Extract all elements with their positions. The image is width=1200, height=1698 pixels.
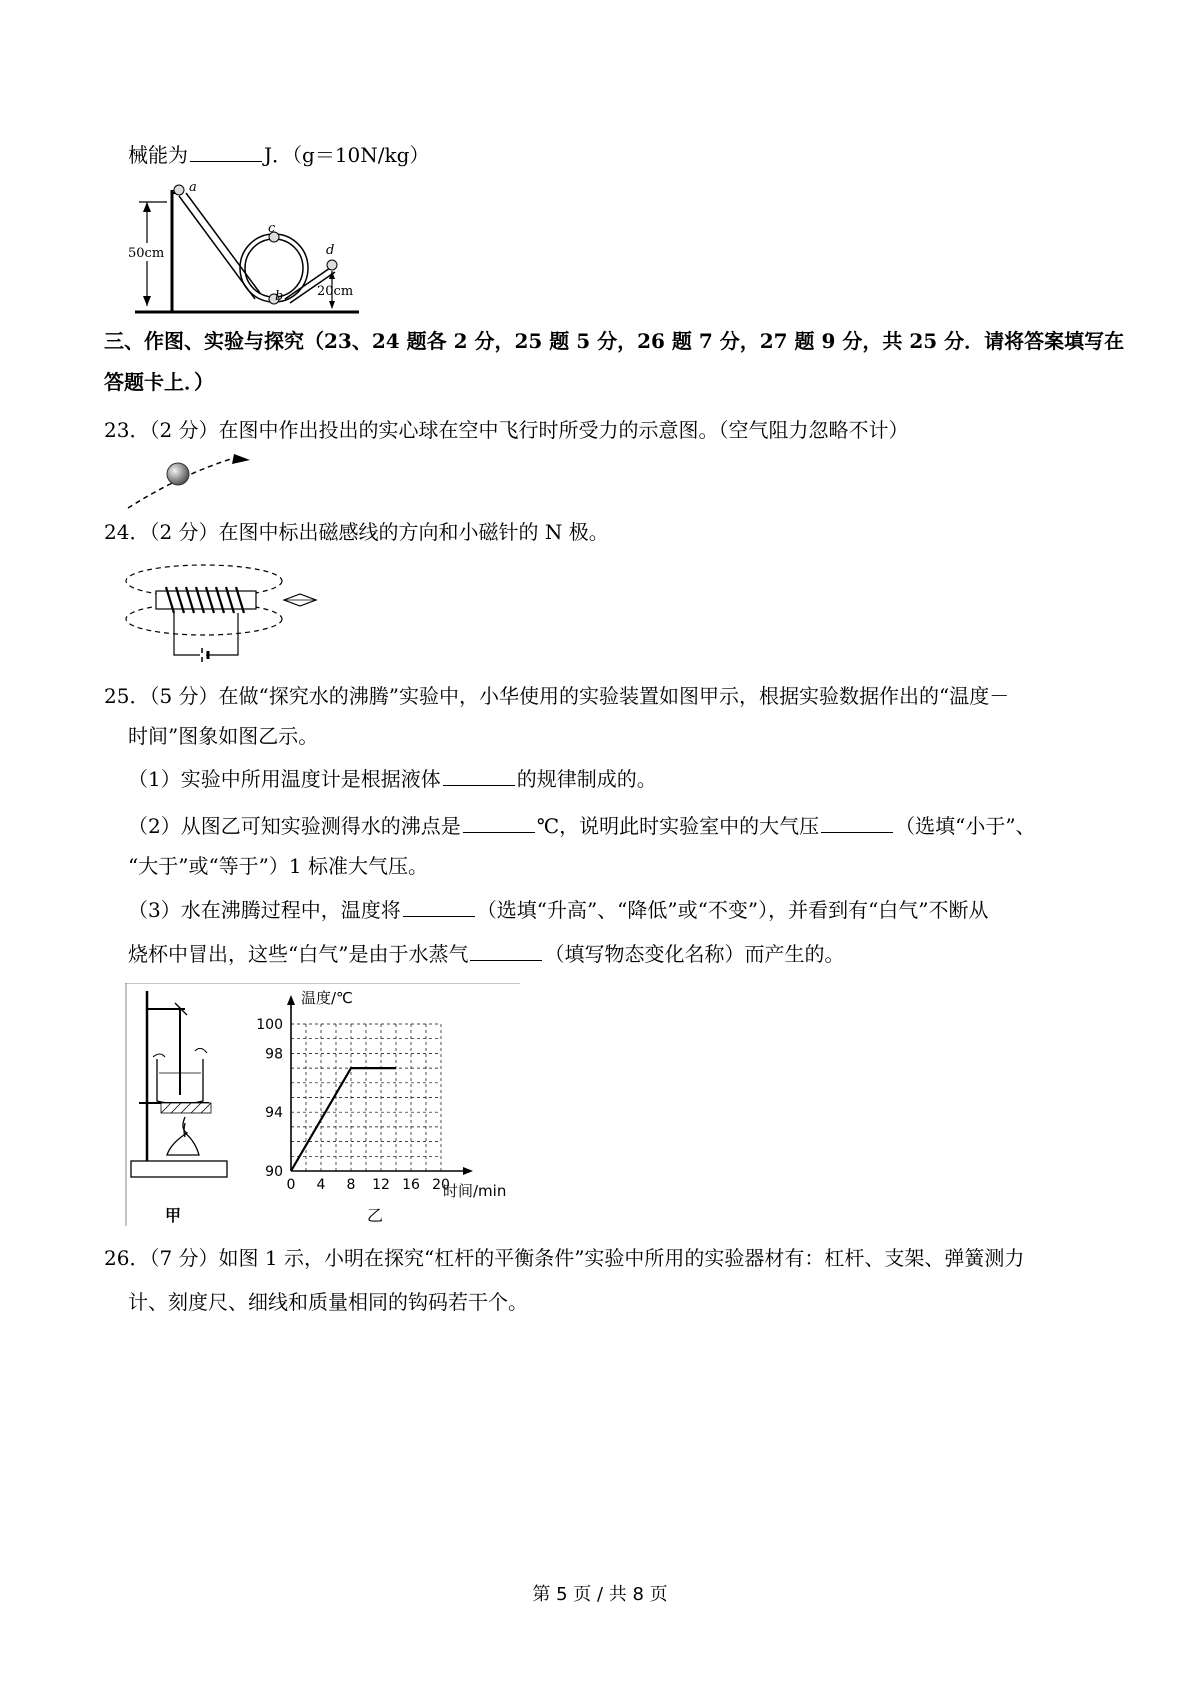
y-tick-label: 90 [265,1164,283,1180]
q25-part3-cont: 烧杯中冒出，这些“白气”是由于水蒸气 （填写物态变化名称）而产生的。 [128,942,845,966]
page-footer: 第 5 页 / 共 8 页 [532,1584,668,1605]
q25-part1: （1）实验中所用温度计是根据液体 的规律制成的。 [128,767,657,791]
ball-a [174,185,184,195]
x-tick-label: 4 [316,1177,326,1193]
question-25-cont: 时间”图象如图乙示。 [128,724,319,748]
d-height-label: 20cm [317,284,354,299]
height-label: 50cm [128,246,165,261]
arrow-icon [232,454,250,464]
ball-trajectory-figure [122,452,252,512]
q25-part3: （3）水在沸腾过程中，温度将 （选填“升高”、“降低”或“不变”），并看到有“白气”不断从 [128,898,989,922]
y-tick-label: 98 [265,1046,283,1063]
wire-gauze [161,1103,211,1113]
label-b: b [275,289,284,304]
answer-blank [443,765,515,786]
q25-part2-cont: “大于”或“等于”）1 标准大气压。 [128,854,428,878]
boiling-experiment-figure [125,983,525,1228]
ball-d [327,260,337,270]
question-24: 24．（2 分）在图中标出磁感线的方向和小磁针的 N 极。 [104,520,609,544]
label-yi: 乙 [367,1206,384,1225]
apparatus-jia [131,991,227,1177]
answer-blank [403,896,475,917]
label-c: c [268,221,276,236]
roller-track-figure [125,180,365,315]
x-tick-label: 8 [346,1177,356,1193]
x-tick-label: 12 [372,1177,390,1193]
question-23: 23．（2 分）在图中作出投出的实心球在空中飞行时所受力的示意图。（空气阻力忽略不计） [104,418,909,442]
question-25: 25．（5 分）在做“探究水的沸腾”实验中，小华使用的实验装置如图甲示，根据实验数据作出的“温度－ [104,684,1010,708]
x-tick-label: 0 [286,1177,296,1193]
x-tick-label: 16 [402,1177,420,1193]
y-tick-label: 94 [265,1105,283,1122]
answer-blank [470,940,542,961]
answer-blank [463,812,535,833]
series-line [291,1068,396,1171]
loop-track [240,234,308,302]
q22-tail: 械能为 J．（g＝10N/kg） [128,143,430,167]
label-jia: 甲 [165,1206,182,1225]
solid-ball [167,463,189,485]
label-d: d [326,243,335,258]
answer-blank [821,812,893,833]
temperature-time-chart [256,989,506,1225]
question-26-cont: 计、刻度尺、细线和质量相同的钩码若干个。 [128,1290,528,1314]
x-tick-label: 20 [432,1177,450,1193]
answer-blank [190,141,262,162]
section-heading: 三、作图、实验与探究（23、24 题各 2 分，25 题 5 分，26 题 7 分，27 题 9 分，共 25 分．请将答案填写在 [104,329,1125,353]
question-26: 26．（7 分）如图 1 示，小明在探究“杠杆的平衡条件”实验中所用的实验器材有：杠杆、支架、弹簧测力 [104,1246,1025,1270]
solenoid-figure [122,555,322,665]
x-axis-arrow-icon [463,1167,473,1175]
q25-part2: （2）从图乙可知实验测得水的沸点是 ℃，说明此时实验室中的大气压 （选填“小于”、 [128,814,1036,838]
y-axis-label: 温度/℃ [301,989,353,1007]
y-axis-arrow-icon [287,995,295,1005]
section-heading-cont: 答题卡上．） [104,370,214,394]
label-a: a [189,180,197,195]
y-tick-label: 100 [256,1017,283,1033]
x-axis-label: 时间/min [443,1182,507,1200]
